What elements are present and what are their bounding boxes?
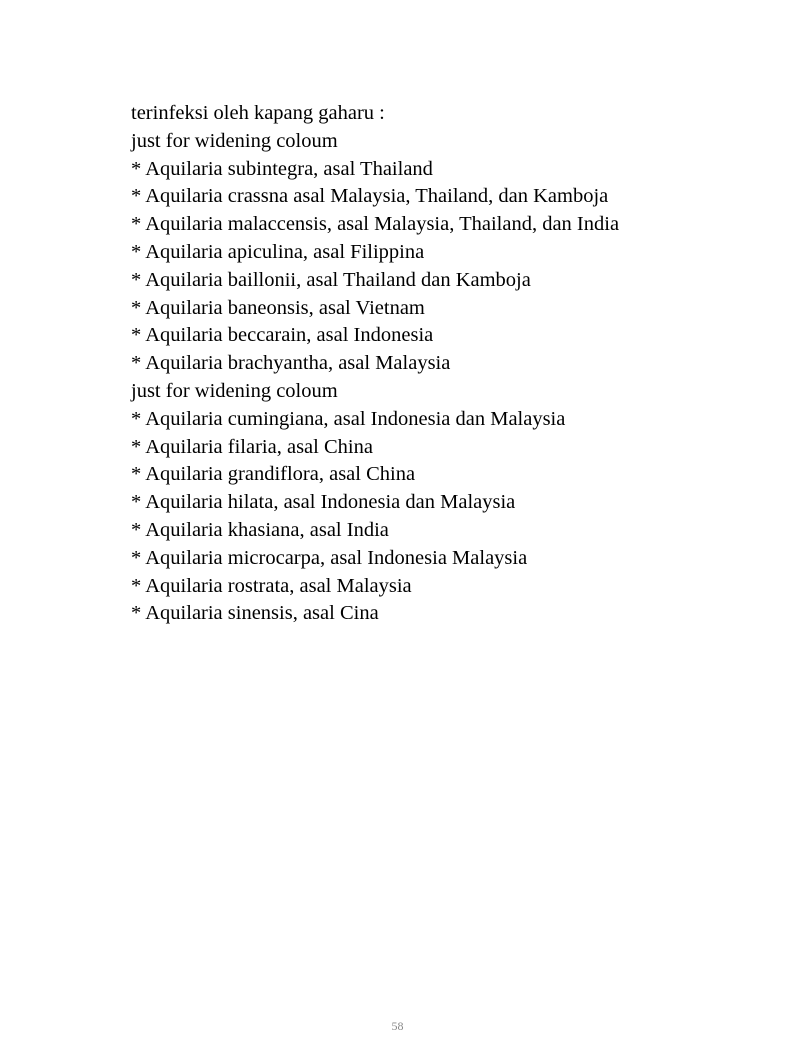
list-item: * Aquilaria rostrata, asal Malaysia: [131, 574, 412, 597]
list-item: * Aquilaria baillonii, asal Thailand dan Kamboja: [131, 268, 531, 291]
list-item: * Aquilaria cumingiana, asal Indonesia dan Malaysia: [131, 407, 566, 430]
list-item: * Aquilaria malaccensis, asal Malaysia, Thailand, dan India: [131, 213, 620, 236]
list-item: * Aquilaria khasiana, asal India: [131, 518, 389, 541]
list-item: * Aquilaria baneonsis, asal Vietnam: [131, 296, 425, 319]
list-item: * Aquilaria grandiflora, asal China: [131, 463, 416, 486]
list-item: * Aquilaria hilata, asal Indonesia dan Malaysia: [131, 491, 516, 514]
filler-line: just for widening coloum: [131, 129, 338, 152]
list-item: * Aquilaria microcarpa, asal Indonesia Malaysia: [131, 546, 528, 569]
filler-line: just for widening coloum: [131, 379, 338, 402]
text-body: [131, 100, 731, 628]
list-item: * Aquilaria filaria, asal China: [131, 435, 373, 458]
list-item: * Aquilaria apiculina, asal Filippina: [131, 240, 425, 263]
list-item: * Aquilaria subintegra, asal Thailand: [131, 157, 433, 180]
intro-line: terinfeksi oleh kapang gaharu :: [131, 102, 385, 124]
list-item: * Aquilaria sinensis, asal Cina: [131, 602, 379, 625]
list-item: * Aquilaria crassna asal Malaysia, Thailand, dan Kamboja: [131, 185, 609, 208]
list-item: * Aquilaria brachyantha, asal Malaysia: [131, 352, 451, 375]
page-number: 58: [391, 1019, 404, 1033]
list-item: * Aquilaria beccarain, asal Indonesia: [131, 324, 434, 347]
